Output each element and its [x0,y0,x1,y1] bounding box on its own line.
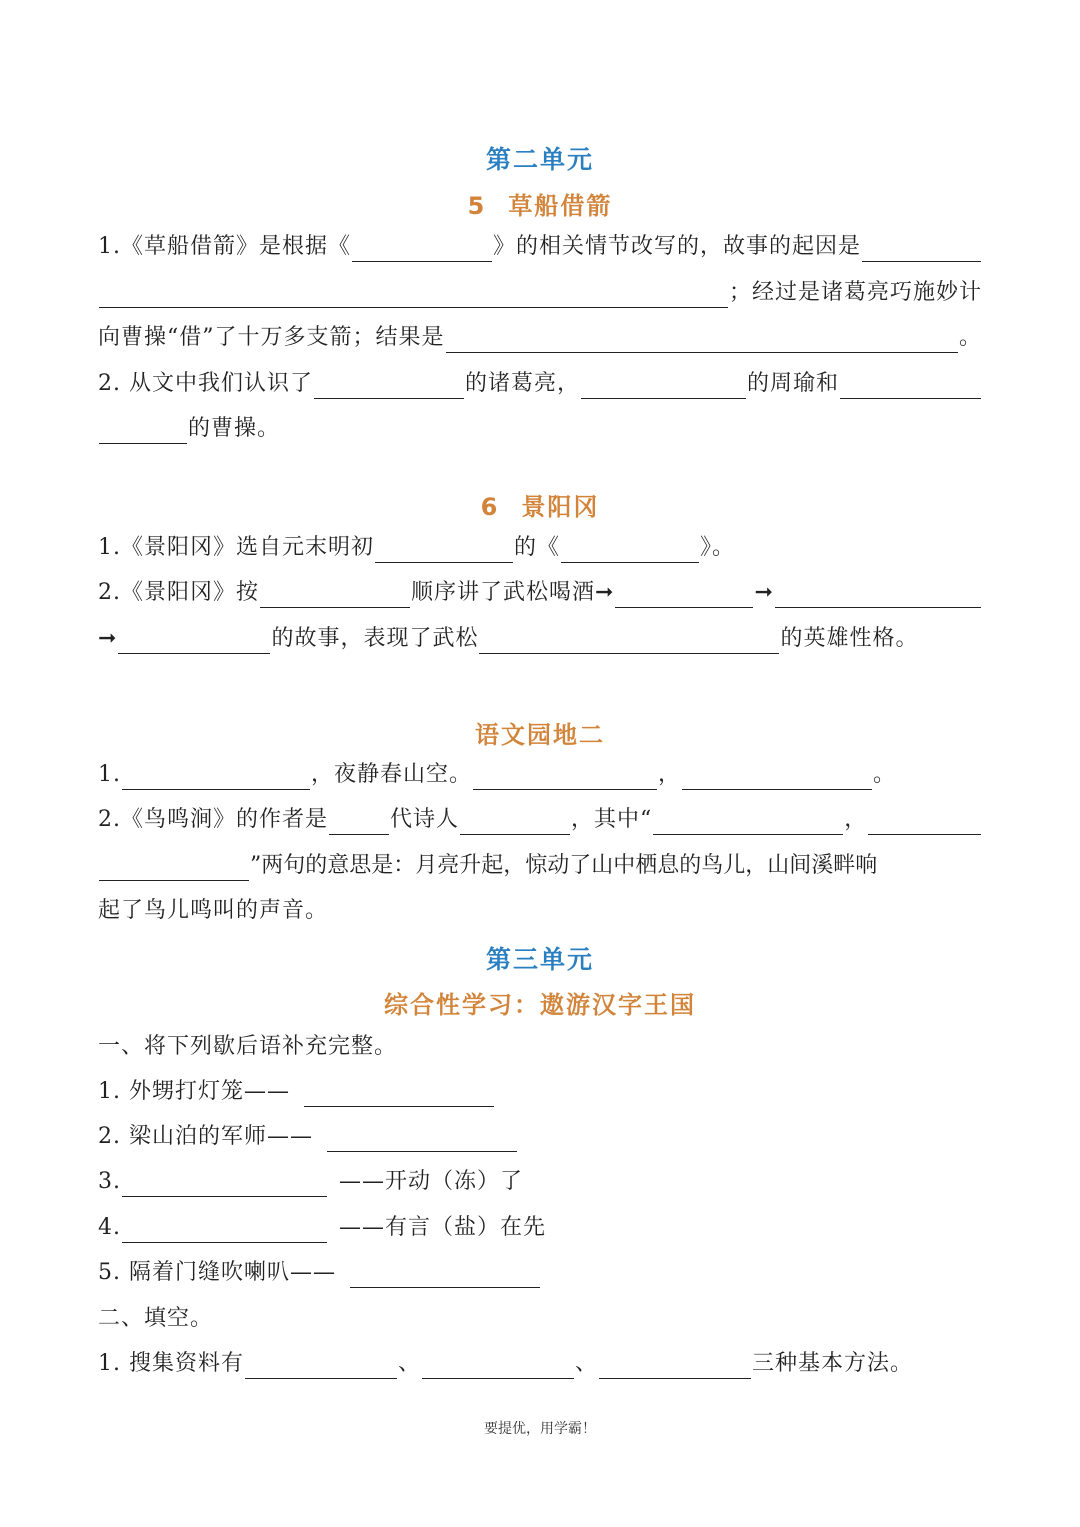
answer-blank[interactable] [352,237,492,262]
answer-blank[interactable] [460,810,570,835]
question-text: 的英雄性格。 [780,626,919,651]
question-text: ，其中“ [571,807,653,832]
question-line: 起了鸟儿鸣叫的声音。 [98,898,329,923]
answer-blank[interactable] [327,1127,517,1152]
arrow-icon: ➞ [98,626,118,651]
question-line [98,760,982,790]
question-text: ”两句的意思是：月亮升起，惊动了山中栖息的鸟儿，山间溪畔响 [250,853,878,878]
question-text: 、 [575,1351,599,1376]
question-line [98,278,982,308]
question-line [98,369,982,399]
question-text: 2. 从文中我们认识了 [98,371,313,396]
question-text: 5. 隔着门缝吹喇叭—— [98,1260,336,1285]
question-line [98,1077,982,1107]
question-line [98,323,982,353]
answer-blank[interactable] [99,419,187,444]
question-text: 3. [98,1169,121,1194]
question-line [98,414,982,444]
answer-blank[interactable] [775,583,981,608]
question-text: ——开动（冻）了 [339,1169,524,1194]
question-text: ——有言（盐）在先 [339,1215,547,1240]
question-line [98,232,982,262]
answer-blank[interactable] [615,583,753,608]
study-title: 综合性学习：遨游汉字王国 [384,991,696,1019]
question-text: 》的相关情节改写的，故事的起因是 [493,234,862,259]
answer-blank[interactable] [868,810,981,835]
question-line [98,1122,982,1152]
answer-blank[interactable] [314,374,464,399]
garden-title-2: 语文园地二 [475,721,605,749]
arrow-icon: ➞ [754,580,774,605]
lesson-title-6 [0,487,1080,522]
question-text: 的《 [514,535,561,560]
answer-blank[interactable] [840,374,981,399]
answer-blank[interactable] [304,1082,494,1107]
question-text: 2.《鸟鸣涧》的作者是 [98,807,328,832]
question-text: 。 [873,762,897,787]
question-text: 2.《景阳冈》按 [98,580,259,605]
question-text: 代诗人 [390,807,460,832]
question-text: 1. 搜集资料有 [98,1351,244,1376]
question-line [98,1213,982,1243]
answer-blank[interactable] [122,1172,327,1197]
question-text: 的故事，表现了武松 [271,626,479,651]
answer-blank[interactable] [599,1354,751,1379]
answer-blank[interactable] [122,765,310,790]
question-text: 的周瑜和 [747,371,840,396]
question-text: 4. [98,1215,121,1240]
question-text: ，夜静春山空。 [311,762,473,787]
lesson-title-5 [0,186,1080,221]
answer-blank[interactable] [446,328,958,353]
question-text: 顺序讲了武松喝酒➞ [411,580,615,605]
lesson-name: 草船借箭 [508,192,613,220]
question-text: 1.《草船借箭》是根据《 [98,234,351,259]
answer-blank[interactable] [350,1263,540,1288]
question-text: 1. 外甥打灯笼—— [98,1079,290,1104]
question-text: 1. [98,762,121,787]
page-footer: 要提优，用学霸！ [484,1421,596,1437]
unit-title-2: 第二单元 [485,145,594,174]
question-text: 的诸葛亮， [464,371,580,396]
answer-blank[interactable] [581,374,746,399]
question-text: 的曹操。 [188,416,281,441]
answer-blank[interactable] [260,583,410,608]
question-line [98,1167,982,1197]
lesson-number: 6 [480,493,500,521]
section-heading: 一、将下列歇后语补充完整。 [98,1034,398,1059]
answer-blank[interactable] [99,283,728,308]
answer-blank[interactable] [245,1354,397,1379]
unit-title-3: 第三单元 [485,945,594,974]
question-text: 》。 [700,535,736,560]
question-text: 。 [958,325,982,350]
question-line [98,578,982,608]
lesson-name: 景阳冈 [521,493,600,521]
section-heading: 二、填空。 [98,1306,214,1331]
answer-blank[interactable] [473,765,657,790]
question-text: ， [658,762,682,787]
answer-blank[interactable] [122,1218,327,1243]
answer-blank[interactable] [862,237,981,262]
answer-blank[interactable] [422,1354,574,1379]
question-text: 三种基本方法。 [752,1351,914,1376]
answer-blank[interactable] [329,810,389,835]
question-text: 向曹操“借”了十万多支箭；结果是 [98,325,445,350]
answer-blank[interactable] [682,765,872,790]
answer-blank[interactable] [118,629,270,654]
question-text: 1.《景阳冈》选自元末明初 [98,535,374,560]
question-line [98,624,982,654]
answer-blank[interactable] [561,538,699,563]
lesson-number: 5 [467,192,487,220]
answer-blank[interactable] [99,856,249,881]
question-line [98,1349,982,1379]
question-text: 2. 梁山泊的军师—— [98,1124,313,1149]
question-line [98,1258,982,1288]
question-line [98,851,982,881]
answer-blank[interactable] [653,810,843,835]
question-text: ， [844,807,868,832]
question-text: ；经过是诸葛亮巧施妙计 [728,280,982,305]
question-line [98,533,982,563]
question-text: 、 [397,1351,421,1376]
answer-blank[interactable] [479,629,779,654]
answer-blank[interactable] [375,538,513,563]
question-line [98,805,982,835]
